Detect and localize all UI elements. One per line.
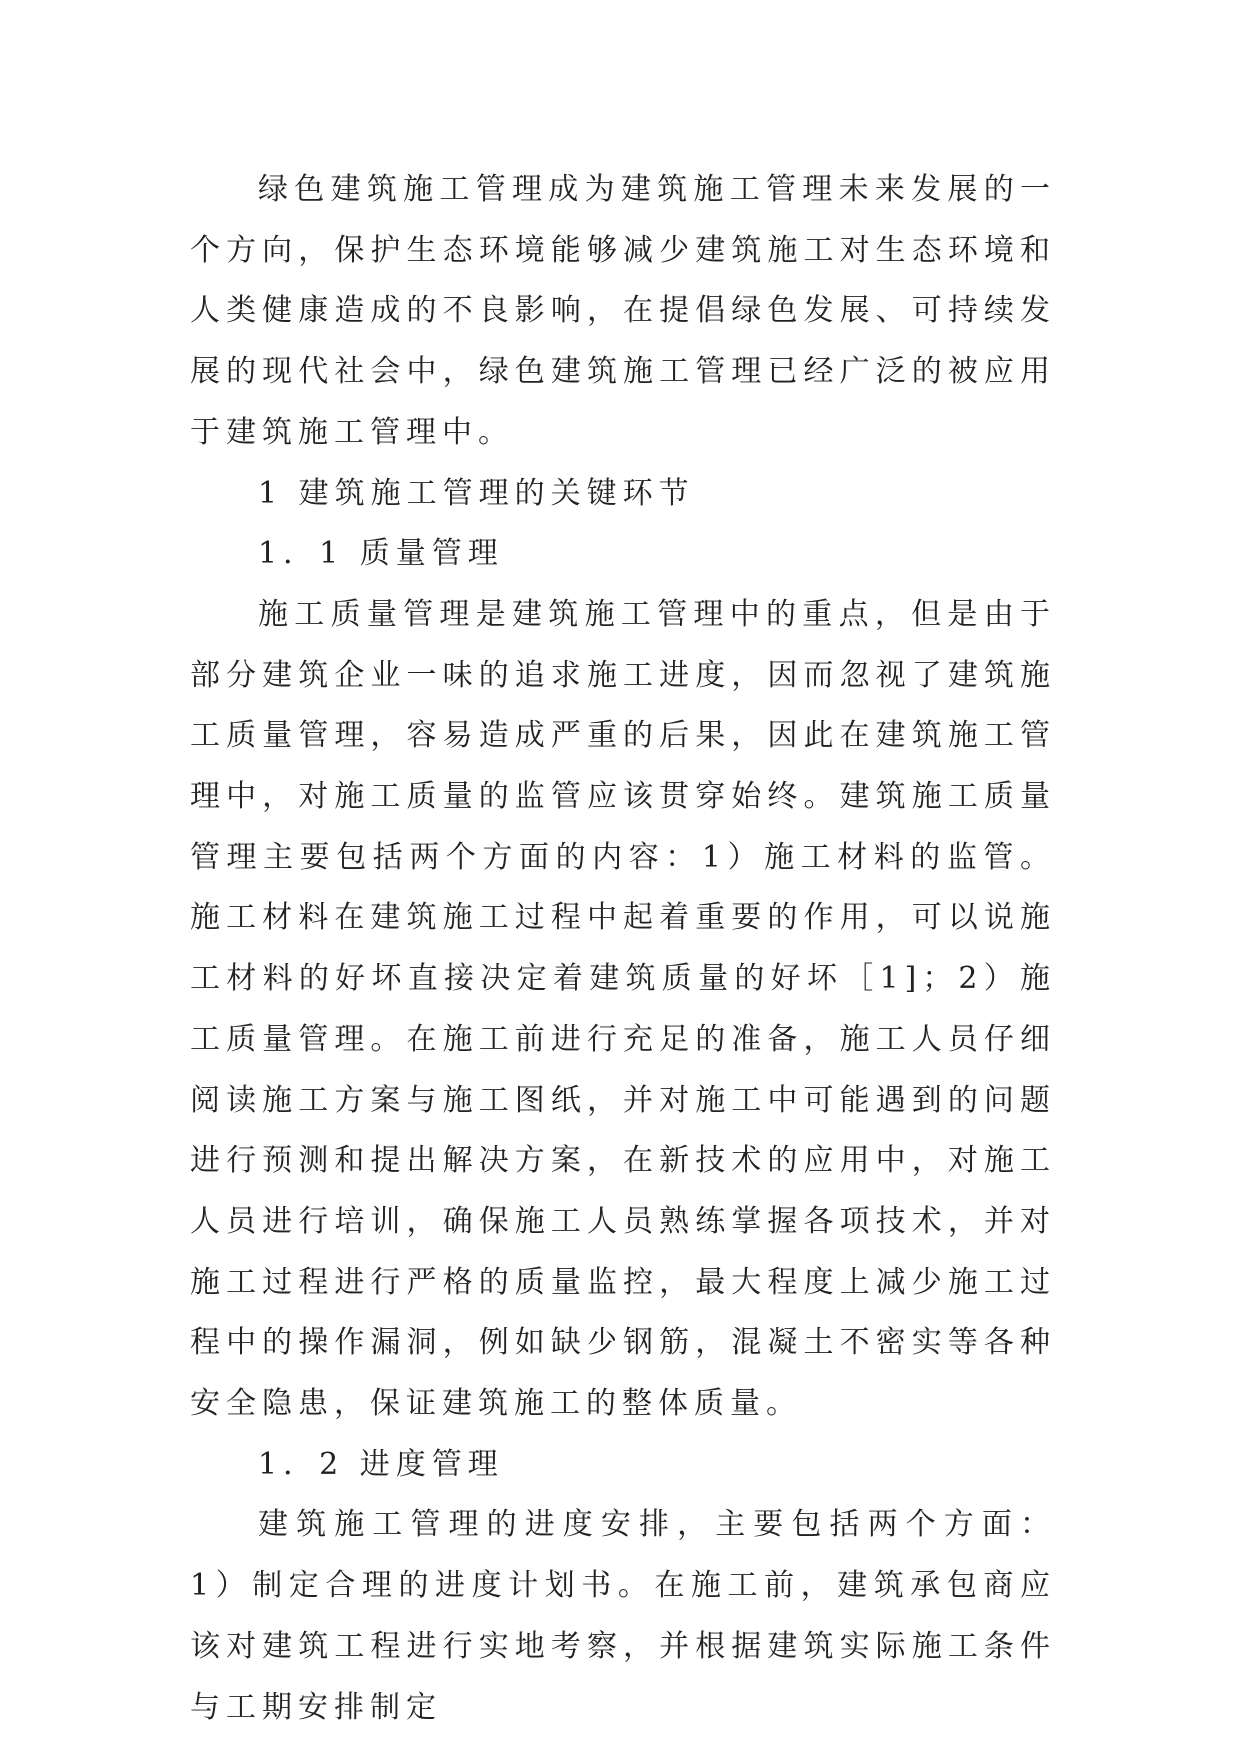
section-1-1-paragraph: 施工质量管理是建筑施工管理中的重点，但是由于部分建筑企业一味的追求施工进度，因而忽视了建筑施工质量管理，容易造成严重的后果，因此在建筑施工管理中，对施工质量的监管应该贯穿始终。建筑施工质量管理主要包括两个方面的内容：1）施工材料的监管。施工材料在建筑施工过程中起着重要的作用，可以说施工材料的好坏直接决定着建筑质量的好坏［1]；2）施工质量管理。在施工前进行充足的准备，施工人员仔细阅读施工方案与施工图纸，并对施工中可能遇到的问题进行预测和提出解决方案，在新技术的应用中，对施工人员进行培训，确保施工人员熟练掌握各项技术，并对施工过程进行严格的质量监控，最大程度上减少施工过程中的操作漏洞，例如缺少钢筋，混凝土不密实等各种安全隐患，保证建筑施工的整体质量。 <box>190 596 1056 1422</box>
intro-paragraph: 绿色建筑施工管理成为建筑施工管理未来发展的一个方向，保护生态环境能够减少建筑施工对生态环境和人类健康造成的不良影响，在提倡绿色发展、可持续发展的现代社会中，绿色建筑施工管理已经广泛的被应用于建筑施工管理中。 <box>190 172 1056 450</box>
section-1-1-heading: 1．1 质量管理 <box>258 536 504 572</box>
section-1-2-paragraph: 建筑施工管理的进度安排，主要包括两个方面：1）制定合理的进度计划书。在施工前，建筑承包商应该对建筑工程进行实地考察，并根据建筑实际施工条件与工期安排制定 <box>190 1507 1056 1725</box>
document-body <box>190 160 1056 1738</box>
section-1-heading: 1 建筑施工管理的关键环节 <box>258 475 695 511</box>
section-1-2-heading: 1．2 进度管理 <box>258 1446 504 1482</box>
